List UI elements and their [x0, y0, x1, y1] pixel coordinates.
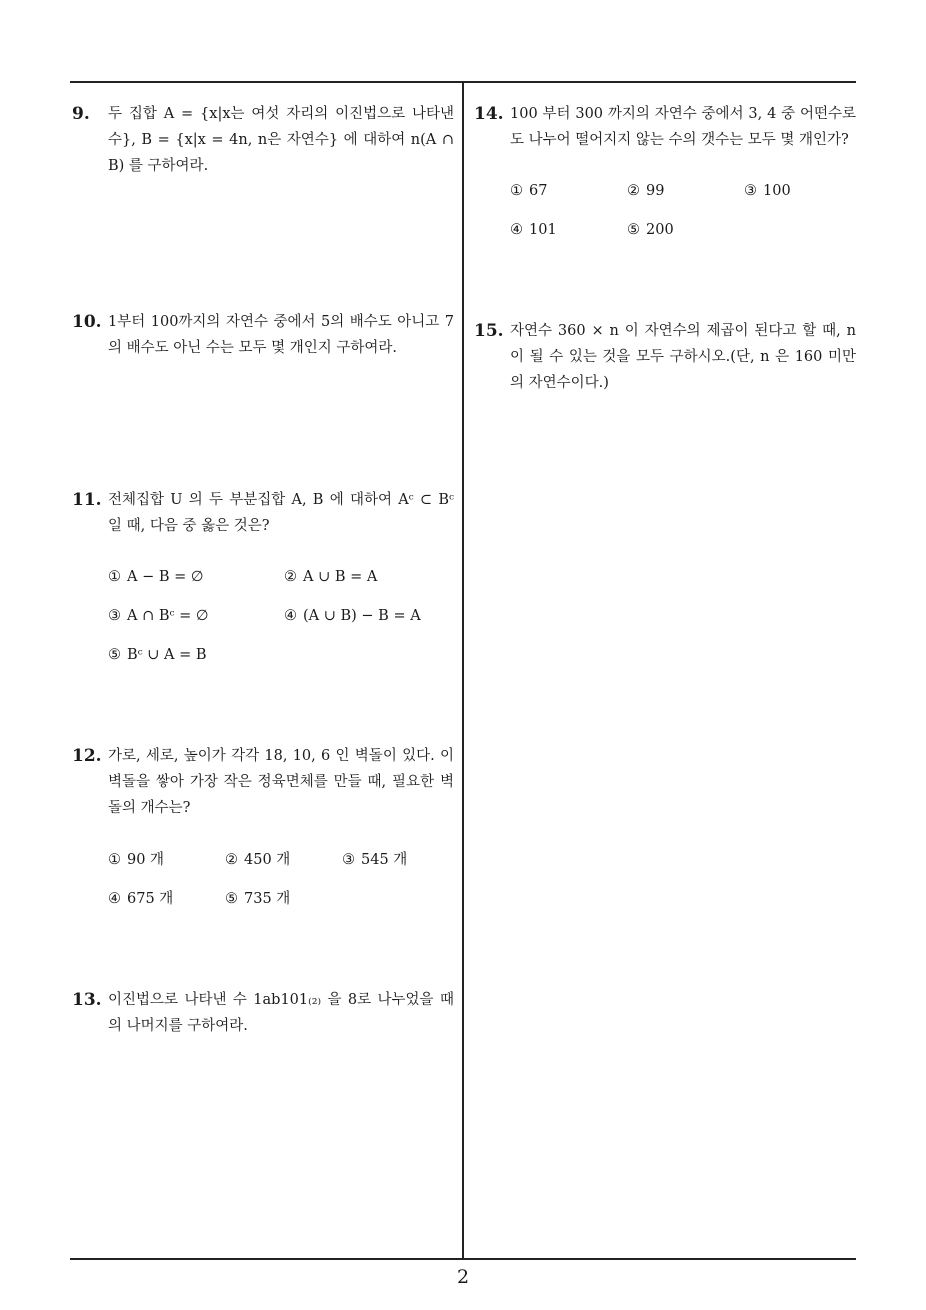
question-number: 12. [72, 746, 102, 766]
question-number: 11. [72, 490, 102, 510]
answer-choices [108, 839, 454, 917]
question-14 [474, 101, 856, 249]
page-number: 2 [456, 1266, 470, 1288]
choice-3[interactable]: ③ A ∩ Bᶜ = ∅ [108, 607, 209, 624]
bottom-rule [70, 1258, 856, 1260]
choice-1[interactable]: ① 67 [510, 182, 548, 199]
choice-3[interactable]: ③ 545 개 [342, 852, 408, 868]
question-text: 이진법으로 나타낸 수 1ab101₍₂₎ 을 8로 나누었을 때의 나머지를 구하여라. [108, 992, 454, 1034]
question-number: 14. [474, 104, 504, 124]
question-number: 10. [72, 312, 102, 332]
question-11 [72, 487, 454, 674]
question-number: 13. [72, 990, 102, 1010]
answer-choices [510, 171, 856, 249]
question-12 [72, 743, 454, 917]
answer-choices [108, 557, 454, 674]
choice-1[interactable]: ① 90 개 [108, 852, 165, 868]
question-10 [72, 309, 454, 361]
choice-2[interactable]: ② A ∪ B = A [284, 568, 378, 585]
question-text: 가로, 세로, 높이가 각각 18, 10, 6 인 벽돌이 있다. 이 벽돌을 쌓아 가장 작은 정육면체를 만들 때, 필요한 벽돌의 개수는? [108, 748, 454, 816]
choice-4[interactable]: ④ 101 [510, 221, 557, 238]
question-number: 15. [474, 321, 504, 341]
column-divider [462, 82, 464, 1259]
question-9 [72, 101, 454, 179]
choice-3[interactable]: ③ 100 [744, 182, 791, 199]
choice-1[interactable]: ① A − B = ∅ [108, 568, 204, 585]
choice-2[interactable]: ② 99 [627, 182, 665, 199]
question-text: 1부터 100까지의 자연수 중에서 5의 배수도 아니고 7의 배수도 아닌 수는 모두 몇 개인지 구하여라. [108, 314, 454, 356]
question-text: 100 부터 300 까지의 자연수 중에서 3, 4 중 어떤수로도 나누어 떨어지지 않는 수의 갯수는 모두 몇 개인가? [510, 106, 856, 148]
choice-5[interactable]: ⑤ 735 개 [225, 891, 291, 907]
choice-5[interactable]: ⑤ 200 [627, 221, 674, 238]
question-15 [474, 318, 856, 396]
choice-4[interactable]: ④ 675 개 [108, 891, 174, 907]
choice-2[interactable]: ② 450 개 [225, 852, 291, 868]
choice-4[interactable]: ④ (A ∪ B) − B = A [284, 607, 421, 624]
question-text: 두 집합 A = {x|x는 여섯 자리의 이진법으로 나타낸 수}, B = {x|x = 4n, n은 자연수} 에 대하여 n(A ∩ B) 를 구하여라. [108, 106, 454, 174]
question-13 [72, 987, 454, 1039]
choice-5[interactable]: ⑤ Bᶜ ∪ A = B [108, 646, 207, 663]
question-text: 자연수 360 × n 이 자연수의 제곱이 된다고 할 때, n 이 될 수 있는 것을 모두 구하시오.(단, n 은 160 미만의 자연수이다.) [510, 323, 856, 391]
question-text: 전체집합 U 의 두 부분집합 A, B 에 대하여 Aᶜ ⊂ Bᶜ 일 때, 다음 중 옳은 것은? [108, 492, 454, 534]
question-number: 9. [72, 104, 90, 124]
